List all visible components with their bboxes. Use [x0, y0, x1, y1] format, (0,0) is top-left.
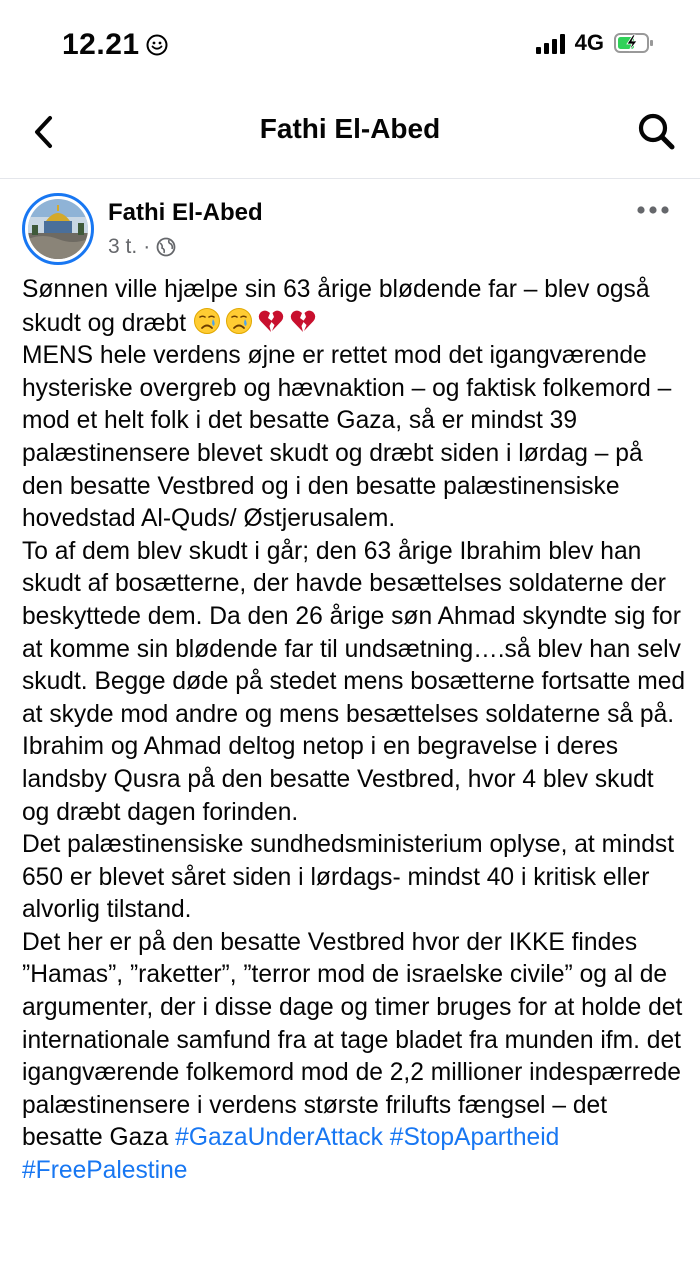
- post-headline: Sønnen ville hjælpe sin 63 årige blødende far – blev også skudt og dræbt: [22, 276, 650, 337]
- more-options-button[interactable]: [636, 203, 670, 217]
- broken-heart-icon: [289, 307, 317, 335]
- author-name[interactable]: Fathi El-Abed: [108, 199, 263, 226]
- hashtag-link[interactable]: #GazaUnderAttack: [175, 1124, 383, 1152]
- network-type-label: 4G: [574, 30, 604, 55]
- status-time: [62, 28, 168, 62]
- avatar-image: [28, 199, 88, 259]
- nav-bar: [0, 95, 700, 170]
- avatar[interactable]: [22, 193, 94, 265]
- globe-icon: [156, 237, 176, 257]
- crying-face-icon: [193, 307, 221, 335]
- post-body: [22, 274, 686, 1261]
- hashtag-link[interactable]: #FreePalestine: [22, 1157, 188, 1185]
- broken-heart-icon: [257, 307, 285, 335]
- battery-charging-icon: [614, 32, 654, 54]
- crying-face-icon: [225, 307, 253, 335]
- clock-label: 12.21: [62, 28, 140, 61]
- post-paragraph-text: Det her er på den besatte Vestbred hvor der IKKE findes ”Hamas”, ”raketter”, ”terror mod de israelske civile” og al de argumenter, der i disse dage og timer bruges for at holde det internationale samfund fra at tage bladet fra munden ifm. det igangværende folkemord mod de 2,2 millioner indespærrede palæstinensere i verdens største frilufts fængsel – det besatte Gaza: [22, 928, 683, 1152]
- post-paragraph: Ibrahim og Ahmad deltog netop i en begravelse i deres landsby Qusra på den besatte Vestbred, hvor 4 blev skudt og dræbt dagen forinden.: [22, 733, 654, 826]
- hashtag-link[interactable]: #StopApartheid: [389, 1124, 560, 1152]
- focus-mode-icon: [146, 34, 168, 56]
- search-button[interactable]: [636, 111, 676, 151]
- nav-divider: [0, 178, 700, 179]
- cellular-signal-icon: [536, 32, 565, 54]
- post-paragraph: MENS hele verdens øjne er rettet mod det igangværende hysteriske overgreb og hævnaktion – og faktisk folkemord – mod et helt folk i det besatte Gaza, så er mindst 39 palæstinensere blevet skudt og dræbt siden i lørdag – på den besatte Vestbred og i den besatte palæstinensiske hovedstad Al-Quds/ Østjerusalem.: [22, 342, 672, 533]
- emoji-row: [193, 307, 317, 335]
- post-paragraph: [22, 927, 686, 1188]
- post-paragraph: Det palæstinensiske sundhedsministerium oplyse, at mindst 650 er blevet såret siden i lørdags- mindst 40 i kritisk eller alvorlig tilstand.: [22, 831, 675, 924]
- status-indicators: [536, 30, 654, 56]
- post-time[interactable]: 3 t.: [108, 235, 138, 258]
- post-meta: [108, 235, 176, 259]
- post-paragraph: [22, 274, 686, 340]
- post-paragraph: To af dem blev skudt i går; den 63 årige Ibrahim blev han skudt af bosætterne, der havde besættelses soldaterne der beskyttede dem. Da den 26 årige søn Ahmad skyndte sig for at komme sin blødende far til undsætning….så blev han selv skudt. Begge døde på stedet mens bosætterne fortsatte med at skyde mod andre og mens besættelses soldaterne så på.: [22, 537, 686, 728]
- post-header: [22, 193, 678, 273]
- status-bar: [0, 0, 700, 90]
- meta-separator: ·: [143, 235, 151, 258]
- page-title: Fathi El-Abed: [259, 113, 441, 144]
